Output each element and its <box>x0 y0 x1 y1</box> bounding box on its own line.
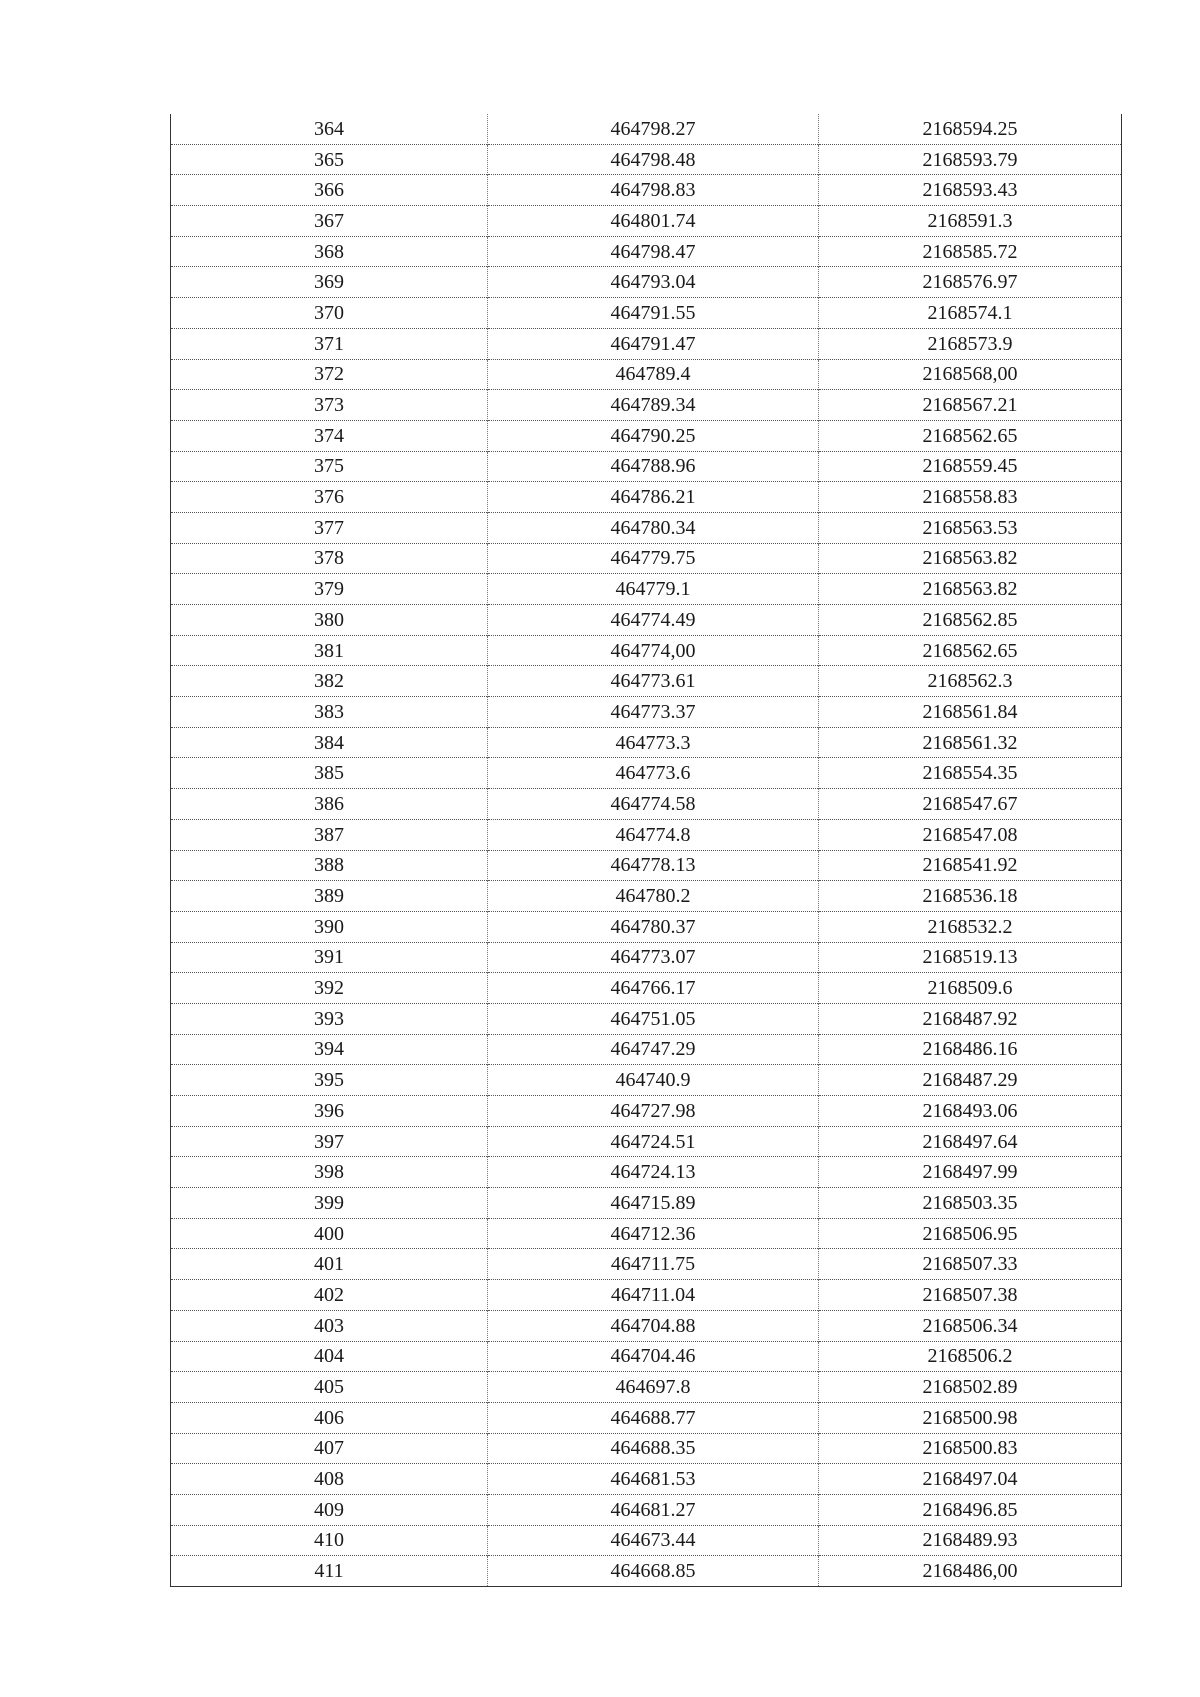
x-coordinate-cell: 464791.47 <box>488 328 819 359</box>
table-row <box>171 574 1122 605</box>
x-coordinate-cell: 464704.88 <box>488 1310 819 1341</box>
x-coordinate-cell: 464798.48 <box>488 144 819 175</box>
table-row <box>171 789 1122 820</box>
x-coordinate-cell: 464789.34 <box>488 390 819 421</box>
point-number-cell: 380 <box>171 605 488 636</box>
table-row <box>171 390 1122 421</box>
table-row <box>171 328 1122 359</box>
x-coordinate-cell: 464688.77 <box>488 1402 819 1433</box>
y-coordinate-cell: 2168563.53 <box>819 512 1122 543</box>
y-coordinate-cell: 2168547.67 <box>819 789 1122 820</box>
table-row <box>171 1126 1122 1157</box>
point-number-cell: 369 <box>171 267 488 298</box>
table-row <box>171 635 1122 666</box>
x-coordinate-cell: 464786.21 <box>488 482 819 513</box>
table-row <box>171 1065 1122 1096</box>
y-coordinate-cell: 2168559.45 <box>819 451 1122 482</box>
table-row <box>171 1402 1122 1433</box>
point-number-cell: 375 <box>171 451 488 482</box>
point-number-cell: 406 <box>171 1402 488 1433</box>
x-coordinate-cell: 464747.29 <box>488 1034 819 1065</box>
point-number-cell: 395 <box>171 1065 488 1096</box>
table-row <box>171 1341 1122 1372</box>
table-row <box>171 727 1122 758</box>
x-coordinate-cell: 464724.51 <box>488 1126 819 1157</box>
point-number-cell: 408 <box>171 1464 488 1495</box>
point-number-cell: 383 <box>171 697 488 728</box>
y-coordinate-cell: 2168547.08 <box>819 819 1122 850</box>
x-coordinate-cell: 464773.07 <box>488 942 819 973</box>
y-coordinate-cell: 2168567.21 <box>819 390 1122 421</box>
x-coordinate-cell: 464773.61 <box>488 666 819 697</box>
point-number-cell: 373 <box>171 390 488 421</box>
table-row <box>171 206 1122 237</box>
point-number-cell: 393 <box>171 1003 488 1034</box>
x-coordinate-cell: 464712.36 <box>488 1218 819 1249</box>
x-coordinate-cell: 464673.44 <box>488 1525 819 1556</box>
x-coordinate-cell: 464774.8 <box>488 819 819 850</box>
y-coordinate-cell: 2168500.83 <box>819 1433 1122 1464</box>
point-number-cell: 410 <box>171 1525 488 1556</box>
point-number-cell: 378 <box>171 543 488 574</box>
table-row <box>171 819 1122 850</box>
point-number-cell: 405 <box>171 1372 488 1403</box>
point-number-cell: 404 <box>171 1341 488 1372</box>
table-row <box>171 236 1122 267</box>
x-coordinate-cell: 464681.53 <box>488 1464 819 1495</box>
y-coordinate-cell: 2168536.18 <box>819 881 1122 912</box>
point-number-cell: 409 <box>171 1494 488 1525</box>
y-coordinate-cell: 2168562.85 <box>819 605 1122 636</box>
y-coordinate-cell: 2168486,00 <box>819 1556 1122 1587</box>
y-coordinate-cell: 2168574.1 <box>819 298 1122 329</box>
y-coordinate-cell: 2168573.9 <box>819 328 1122 359</box>
y-coordinate-cell: 2168497.04 <box>819 1464 1122 1495</box>
point-number-cell: 402 <box>171 1280 488 1311</box>
table-row <box>171 1188 1122 1219</box>
x-coordinate-cell: 464779.1 <box>488 574 819 605</box>
point-number-cell: 388 <box>171 850 488 881</box>
y-coordinate-cell: 2168576.97 <box>819 267 1122 298</box>
table-row <box>171 1034 1122 1065</box>
y-coordinate-cell: 2168563.82 <box>819 543 1122 574</box>
point-number-cell: 374 <box>171 420 488 451</box>
point-number-cell: 365 <box>171 144 488 175</box>
table-row <box>171 451 1122 482</box>
table-row <box>171 144 1122 175</box>
y-coordinate-cell: 2168562.65 <box>819 420 1122 451</box>
y-coordinate-cell: 2168506.2 <box>819 1341 1122 1372</box>
point-number-cell: 407 <box>171 1433 488 1464</box>
y-coordinate-cell: 2168585.72 <box>819 236 1122 267</box>
x-coordinate-cell: 464688.35 <box>488 1433 819 1464</box>
y-coordinate-cell: 2168593.79 <box>819 144 1122 175</box>
table-row <box>171 697 1122 728</box>
point-number-cell: 390 <box>171 911 488 942</box>
point-number-cell: 392 <box>171 973 488 1004</box>
x-coordinate-cell: 464711.75 <box>488 1249 819 1280</box>
table-row <box>171 1433 1122 1464</box>
x-coordinate-cell: 464774,00 <box>488 635 819 666</box>
table-row <box>171 1218 1122 1249</box>
point-number-cell: 403 <box>171 1310 488 1341</box>
x-coordinate-cell: 464789.4 <box>488 359 819 390</box>
y-coordinate-cell: 2168561.84 <box>819 697 1122 728</box>
x-coordinate-cell: 464780.37 <box>488 911 819 942</box>
point-number-cell: 368 <box>171 236 488 267</box>
point-number-cell: 401 <box>171 1249 488 1280</box>
table-row <box>171 1310 1122 1341</box>
y-coordinate-cell: 2168563.82 <box>819 574 1122 605</box>
point-number-cell: 399 <box>171 1188 488 1219</box>
y-coordinate-cell: 2168509.6 <box>819 973 1122 1004</box>
x-coordinate-cell: 464740.9 <box>488 1065 819 1096</box>
y-coordinate-cell: 2168496.85 <box>819 1494 1122 1525</box>
point-number-cell: 385 <box>171 758 488 789</box>
x-coordinate-cell: 464773.3 <box>488 727 819 758</box>
x-coordinate-cell: 464798.47 <box>488 236 819 267</box>
table-row <box>171 420 1122 451</box>
table-row <box>171 881 1122 912</box>
coordinates-table <box>170 114 1122 1587</box>
x-coordinate-cell: 464791.55 <box>488 298 819 329</box>
x-coordinate-cell: 464798.83 <box>488 175 819 206</box>
y-coordinate-cell: 2168562.65 <box>819 635 1122 666</box>
y-coordinate-cell: 2168591.3 <box>819 206 1122 237</box>
point-number-cell: 372 <box>171 359 488 390</box>
y-coordinate-cell: 2168507.33 <box>819 1249 1122 1280</box>
y-coordinate-cell: 2168507.38 <box>819 1280 1122 1311</box>
x-coordinate-cell: 464681.27 <box>488 1494 819 1525</box>
y-coordinate-cell: 2168562.3 <box>819 666 1122 697</box>
x-coordinate-cell: 464793.04 <box>488 267 819 298</box>
x-coordinate-cell: 464751.05 <box>488 1003 819 1034</box>
x-coordinate-cell: 464668.85 <box>488 1556 819 1587</box>
point-number-cell: 397 <box>171 1126 488 1157</box>
table-row <box>171 175 1122 206</box>
table-row <box>171 267 1122 298</box>
point-number-cell: 396 <box>171 1096 488 1127</box>
y-coordinate-cell: 2168497.64 <box>819 1126 1122 1157</box>
point-number-cell: 411 <box>171 1556 488 1587</box>
y-coordinate-cell: 2168489.93 <box>819 1525 1122 1556</box>
y-coordinate-cell: 2168497.99 <box>819 1157 1122 1188</box>
table-row <box>171 359 1122 390</box>
point-number-cell: 386 <box>171 789 488 820</box>
table-row <box>171 298 1122 329</box>
table-row <box>171 114 1122 144</box>
x-coordinate-cell: 464778.13 <box>488 850 819 881</box>
table-row <box>171 1525 1122 1556</box>
point-number-cell: 400 <box>171 1218 488 1249</box>
table-row <box>171 1464 1122 1495</box>
table-row <box>171 1372 1122 1403</box>
y-coordinate-cell: 2168532.2 <box>819 911 1122 942</box>
x-coordinate-cell: 464801.74 <box>488 206 819 237</box>
y-coordinate-cell: 2168541.92 <box>819 850 1122 881</box>
x-coordinate-cell: 464704.46 <box>488 1341 819 1372</box>
point-number-cell: 384 <box>171 727 488 758</box>
table-row <box>171 942 1122 973</box>
y-coordinate-cell: 2168554.35 <box>819 758 1122 789</box>
y-coordinate-cell: 2168502.89 <box>819 1372 1122 1403</box>
x-coordinate-cell: 464788.96 <box>488 451 819 482</box>
table-row <box>171 482 1122 513</box>
table-row <box>171 543 1122 574</box>
y-coordinate-cell: 2168519.13 <box>819 942 1122 973</box>
table-row <box>171 1494 1122 1525</box>
point-number-cell: 381 <box>171 635 488 666</box>
y-coordinate-cell: 2168487.92 <box>819 1003 1122 1034</box>
x-coordinate-cell: 464779.75 <box>488 543 819 574</box>
point-number-cell: 377 <box>171 512 488 543</box>
point-number-cell: 370 <box>171 298 488 329</box>
point-number-cell: 387 <box>171 819 488 850</box>
y-coordinate-cell: 2168506.34 <box>819 1310 1122 1341</box>
x-coordinate-cell: 464711.04 <box>488 1280 819 1311</box>
table-row <box>171 1280 1122 1311</box>
y-coordinate-cell: 2168558.83 <box>819 482 1122 513</box>
y-coordinate-cell: 2168493.06 <box>819 1096 1122 1127</box>
point-number-cell: 382 <box>171 666 488 697</box>
x-coordinate-cell: 464773.37 <box>488 697 819 728</box>
point-number-cell: 379 <box>171 574 488 605</box>
point-number-cell: 391 <box>171 942 488 973</box>
y-coordinate-cell: 2168568,00 <box>819 359 1122 390</box>
x-coordinate-cell: 464790.25 <box>488 420 819 451</box>
point-number-cell: 376 <box>171 482 488 513</box>
point-number-cell: 367 <box>171 206 488 237</box>
y-coordinate-cell: 2168506.95 <box>819 1218 1122 1249</box>
y-coordinate-cell: 2168594.25 <box>819 114 1122 144</box>
x-coordinate-cell: 464780.34 <box>488 512 819 543</box>
table-row <box>171 911 1122 942</box>
y-coordinate-cell: 2168503.35 <box>819 1188 1122 1219</box>
table-row <box>171 1096 1122 1127</box>
x-coordinate-cell: 464727.98 <box>488 1096 819 1127</box>
table-row <box>171 512 1122 543</box>
y-coordinate-cell: 2168500.98 <box>819 1402 1122 1433</box>
x-coordinate-cell: 464774.58 <box>488 789 819 820</box>
x-coordinate-cell: 464773.6 <box>488 758 819 789</box>
point-number-cell: 389 <box>171 881 488 912</box>
x-coordinate-cell: 464724.13 <box>488 1157 819 1188</box>
x-coordinate-cell: 464715.89 <box>488 1188 819 1219</box>
table-row <box>171 973 1122 1004</box>
point-number-cell: 364 <box>171 114 488 144</box>
table-row <box>171 1249 1122 1280</box>
x-coordinate-cell: 464798.27 <box>488 114 819 144</box>
point-number-cell: 371 <box>171 328 488 359</box>
table-row <box>171 666 1122 697</box>
y-coordinate-cell: 2168593.43 <box>819 175 1122 206</box>
y-coordinate-cell: 2168561.32 <box>819 727 1122 758</box>
table-row <box>171 850 1122 881</box>
point-number-cell: 366 <box>171 175 488 206</box>
x-coordinate-cell: 464697.8 <box>488 1372 819 1403</box>
table-row <box>171 1003 1122 1034</box>
x-coordinate-cell: 464766.17 <box>488 973 819 1004</box>
coordinates-table-body <box>171 114 1122 1587</box>
table-row <box>171 1556 1122 1587</box>
y-coordinate-cell: 2168486.16 <box>819 1034 1122 1065</box>
x-coordinate-cell: 464780.2 <box>488 881 819 912</box>
table-row <box>171 758 1122 789</box>
point-number-cell: 398 <box>171 1157 488 1188</box>
table-row <box>171 605 1122 636</box>
table-row <box>171 1157 1122 1188</box>
y-coordinate-cell: 2168487.29 <box>819 1065 1122 1096</box>
x-coordinate-cell: 464774.49 <box>488 605 819 636</box>
point-number-cell: 394 <box>171 1034 488 1065</box>
